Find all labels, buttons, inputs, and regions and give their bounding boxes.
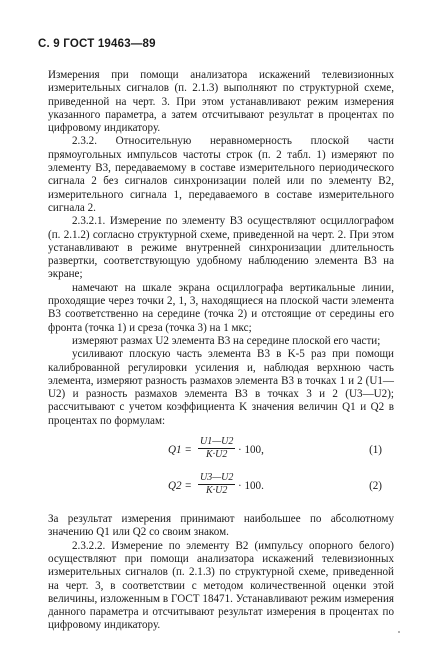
formula-multiplier: · 100. — [238, 480, 264, 493]
paragraph: Измерения при помощи анализатора искажений телевизионных измерительных сигналов (п. 2.1.3) выполняют по структурной схеме, приведенной на черт. 3. При этом устанавливают режим измерения указанного параметра, а затем отсчитывают результат в процентах по цифровому индикатору. — [48, 69, 394, 135]
formula-lhs: Q1 = — [168, 444, 192, 457]
page-header: С. 9 ГОСТ 19463—89 — [38, 38, 156, 50]
formula-fraction — [198, 436, 235, 461]
formula-lhs: Q2 = — [168, 480, 192, 493]
formula-2 — [48, 472, 394, 500]
paragraph: 2.3.2.1. Измерение по элементу В3 осуществляют осциллографом (п. 2.1.2) согласно структурной схеме, приведенной на черт. 2. При этом устанавливают в режиме внутренней синхронизации длительность развертки, соответствующую удобному наблюдению элемента В3 на экране; — [48, 215, 394, 281]
paragraph: 2.3.2. Относительную неравномерность плоской части прямоугольных импульсов частоты строк (п. 2 табл. 1) измеряют по элементу В3, передаваемому в составе измерительного периодического сигнала 2 без сигналов синхронизации полей или по элементу В2, измерительного сигнала 1, передаваемого в составе измерительного сигнала 2. — [48, 135, 394, 214]
formula-multiplier: · 100, — [238, 444, 264, 457]
paragraph: намечают на шкале экрана осциллографа вертикальные линии, проходящие через точки 2, 1, 3, находящиеся на плоской части элемента В3 соответственно на середине (точка 2) и отстоящие от середины его фронта (точка 1) и среза (точка 3) на 1 мкс; — [48, 281, 394, 334]
speck-mark — [398, 631, 400, 633]
formula-1 — [48, 436, 394, 464]
document-body — [48, 69, 394, 633]
paragraph: усиливают плоскую часть элемента В3 в K-5 раз при помощи калиброванной регулировки усиления и, наблюдая верхнюю часть элемента, измеряют разность размахов элемента В3 в точках 1 и 2 (U1—U2) и разность размахов элемента В3 в точках 3 и 2 (U3—U2); рассчитывают с учетом коэффициента K значения величин Q1 и Q2 в процентах по формулам: — [48, 348, 394, 427]
formula-denominator: K·U2 — [205, 485, 228, 497]
formula-number: (1) — [369, 444, 382, 457]
paragraph: 2.3.2.2. Измерение по элементу В2 (импульсу опорного белого) осуществляют при помощи анализатора искажений телевизионных измерительных сигналов (п. 2.1.3) по структурной схеме, приведенной на черт. 3, в соответствии с методом количественной оценки этой величины, изложенным в ГОСТ 18471. Устанавливают режим измерения данного параметра и отсчитывают результат измерения в процентах по цифровому индикатору. — [48, 539, 394, 632]
paragraph: измеряют размах U2 элемента В3 на середине плоской его части; — [72, 334, 381, 347]
formula-number: (2) — [369, 480, 382, 493]
formula-denominator: K·U2 — [205, 449, 228, 461]
formula-numerator: U1—U2 — [200, 436, 234, 448]
formula-numerator: U3—U2 — [200, 472, 234, 484]
formula-fraction — [198, 472, 235, 497]
paragraph: За результат измерения принимают наибольшее по абсолютному значению Q1 или Q2 со своим знаком. — [48, 513, 394, 539]
